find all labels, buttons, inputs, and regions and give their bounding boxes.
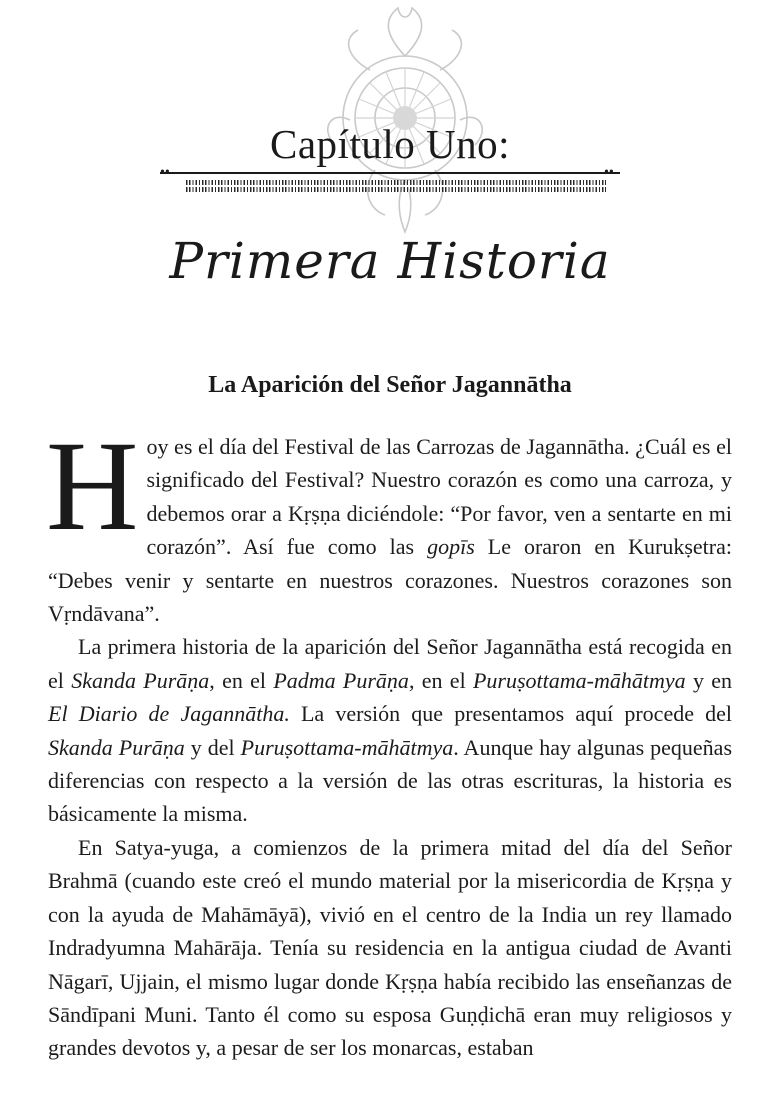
italic-title: Skanda Purāṇa [71,667,210,693]
rule-dots-right-icon: •• [604,165,614,180]
paragraph-1 [46,415,732,630]
rule-dots-left-icon: •• [160,165,170,180]
italic-title: Skanda Purāṇa [48,734,185,760]
text-run: y en [685,667,733,693]
italic-title: Puruṣottama-māhātmya [240,734,454,760]
drop-cap: H [46,415,139,557]
text-run: La versión que presentamos aquí procede del [289,701,733,727]
text-run: En Satya-yuga, a comienzos de la primera mitad del día del Señor Brahmā (cuando este creó el mundo material por la misericordia de Kṛṣṇa y con la ayuda de Mahāmāyā), vivió en el centro de la India un rey llamado Indradyumna Mahārāja. Tenía su residencia en la antigua ciudad de Avanti Nāgarī, Ujjain, el mismo lugar donde Kṛṣṇa había recibido las enseñanzas de Sāndīpani Muni. Tanto él como su esposa Guṇḍichā eran muy religiosos y grandes devotos y, a pesar de ser los monarcas, estaban [48,834,732,1061]
text-run: oy es el día del Festival de las Carrozas de Jagannātha. ¿Cuál es el significado del Festival? Nuestro corazón es como una carroza, y debemos orar a Kṛṣṇa diciéndole: “Por favor, ven a sentarte en mi corazón”. Así fue como las [146,434,732,560]
chapter-title: Primera Historia [169,232,611,290]
decorative-border [186,180,606,192]
section-heading: La Aparición del Señor Jagannātha [208,372,572,398]
italic-title: El Diario de Jagannātha. [48,701,290,727]
body-text [46,415,733,1065]
text-run: y del [184,734,241,760]
text-run: La primera historia de la aparición del Señor Jagannātha está recogida en el [48,634,732,693]
paragraph-2 [48,630,732,830]
italic-term: gopīs [427,534,475,560]
text-run: , en el [209,667,274,693]
italic-title: Padma Purāṇa [273,667,409,693]
chapter-label: Capítulo Uno: [270,121,510,167]
text-run: . Aunque hay algunas pequeñas diferencias con respecto a la versión de las otras escrituras, la historia es básicamente la misma. [48,734,733,827]
italic-title: Puruṣottama-māhātmya [472,667,686,693]
paragraph-3 [48,831,732,1065]
text-run: Le oraron en Kurukṣetra: “Debes venir y sentarte en nuestros corazones. Nuestros corazones son Vṛndāvana”. [48,534,732,627]
text-run: , en el [408,667,473,693]
chapter-rule [160,172,620,174]
